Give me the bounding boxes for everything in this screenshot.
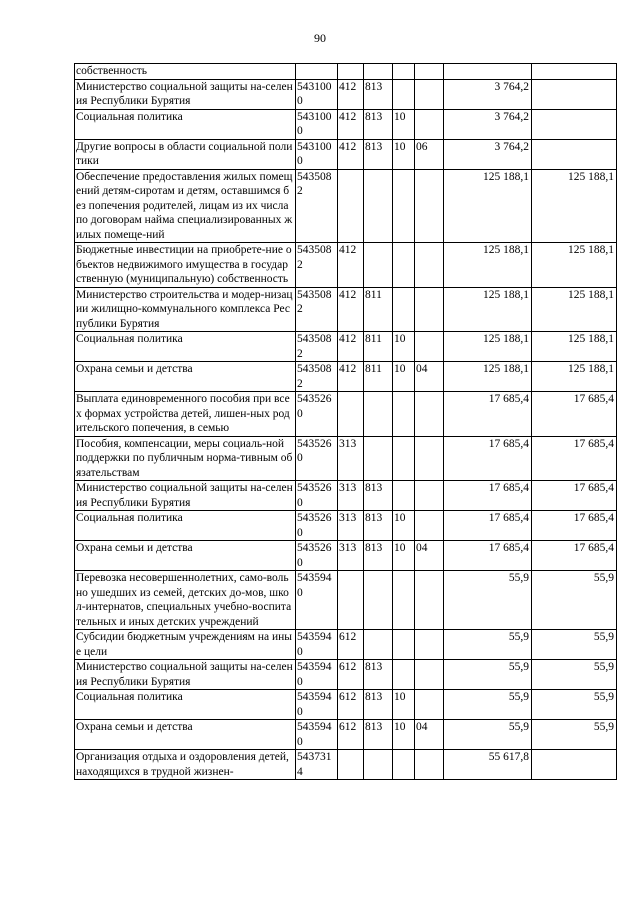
table-row — [75, 690, 617, 720]
row-name-cell: Бюджетные инвестиции на приобрете-ние объектов недвижимого имущества в государственную (муниципальную) собственность — [75, 243, 296, 288]
target-article-code-cell: 5435082 — [296, 169, 338, 243]
subsection-code-cell — [415, 287, 444, 332]
subsection-code-cell — [415, 109, 444, 139]
expense-type-code-cell — [338, 64, 364, 80]
subsection-code-cell — [415, 511, 444, 541]
administrator-code-cell: 813 — [364, 511, 393, 541]
expense-type-code-cell: 412 — [338, 139, 364, 169]
subsection-code-cell — [415, 243, 444, 288]
amount-cell-2 — [532, 750, 617, 780]
row-name-cell: Социальная политика — [75, 109, 296, 139]
expense-type-code-cell: 412 — [338, 79, 364, 109]
target-article-code-cell: 5435260 — [296, 511, 338, 541]
expense-type-code-cell — [338, 571, 364, 630]
expense-type-code-cell: 612 — [338, 690, 364, 720]
administrator-code-cell — [364, 750, 393, 780]
row-name-cell: Выплата единовременного пособия при всех формах устройства детей, лишен-ных родительского попечения, в семью — [75, 392, 296, 437]
table-row — [75, 332, 617, 362]
amount-cell-2: 125 188,1 — [532, 362, 617, 392]
target-article-code-cell: 5435260 — [296, 436, 338, 481]
section-code-cell — [393, 243, 415, 288]
expense-type-code-cell: 612 — [338, 630, 364, 660]
administrator-code-cell — [364, 169, 393, 243]
table-row — [75, 169, 617, 243]
administrator-code-cell: 813 — [364, 660, 393, 690]
target-article-code-cell: 5435940 — [296, 660, 338, 690]
row-name-cell: Охрана семьи и детства — [75, 541, 296, 571]
target-article-code-cell: 5435940 — [296, 630, 338, 660]
section-code-cell — [393, 169, 415, 243]
amount-cell-2 — [532, 139, 617, 169]
amount-cell-2: 55,9 — [532, 660, 617, 690]
subsection-code-cell — [415, 392, 444, 437]
target-article-code-cell: 5437314 — [296, 750, 338, 780]
administrator-code-cell: 813 — [364, 109, 393, 139]
table-row — [75, 392, 617, 437]
amount-cell-1: 125 188,1 — [444, 243, 532, 288]
table-row — [75, 511, 617, 541]
page-number: 90 — [314, 31, 326, 45]
target-article-code-cell: 5431000 — [296, 109, 338, 139]
row-name-cell: Социальная политика — [75, 690, 296, 720]
amount-cell-2: 17 685,4 — [532, 481, 617, 511]
target-article-code-cell: 5431000 — [296, 139, 338, 169]
expense-type-code-cell: 412 — [338, 243, 364, 288]
expense-type-code-cell — [338, 392, 364, 437]
table-row — [75, 109, 617, 139]
target-article-code-cell: 5435940 — [296, 690, 338, 720]
section-code-cell — [393, 79, 415, 109]
row-name-cell: Организация отдыха и оздоровления детей, находящихся в трудной жизнен- — [75, 750, 296, 780]
section-code-cell: 10 — [393, 109, 415, 139]
row-name-cell: Субсидии бюджетным учреждениям на иные цели — [75, 630, 296, 660]
amount-cell-1: 17 685,4 — [444, 481, 532, 511]
subsection-code-cell — [415, 690, 444, 720]
subsection-code-cell — [415, 630, 444, 660]
administrator-code-cell — [364, 64, 393, 80]
table-row — [75, 571, 617, 630]
amount-cell-2: 17 685,4 — [532, 392, 617, 437]
amount-cell-2: 125 188,1 — [532, 287, 617, 332]
amount-cell-1: 17 685,4 — [444, 511, 532, 541]
row-name-cell: Другие вопросы в области социальной политики — [75, 139, 296, 169]
row-name-cell: Охрана семьи и детства — [75, 720, 296, 750]
table-row — [75, 720, 617, 750]
amount-cell-1: 125 188,1 — [444, 362, 532, 392]
subsection-code-cell — [415, 79, 444, 109]
section-code-cell: 10 — [393, 511, 415, 541]
section-code-cell — [393, 571, 415, 630]
table-row — [75, 79, 617, 109]
amount-cell-2 — [532, 64, 617, 80]
row-name-cell: Министерство строительства и модер-низации жилищно-коммунального комплекса Республики Бурятия — [75, 287, 296, 332]
target-article-code-cell: 5435940 — [296, 571, 338, 630]
section-code-cell: 10 — [393, 720, 415, 750]
target-article-code-cell: 5431000 — [296, 79, 338, 109]
row-name-cell: Министерство социальной защиты на-селения Республики Бурятия — [75, 481, 296, 511]
amount-cell-1: 55,9 — [444, 690, 532, 720]
amount-cell-2 — [532, 79, 617, 109]
administrator-code-cell: 811 — [364, 332, 393, 362]
expense-type-code-cell: 412 — [338, 109, 364, 139]
administrator-code-cell — [364, 630, 393, 660]
administrator-code-cell — [364, 571, 393, 630]
amount-cell-1: 17 685,4 — [444, 392, 532, 437]
expense-type-code-cell: 612 — [338, 720, 364, 750]
expense-type-code-cell: 412 — [338, 332, 364, 362]
administrator-code-cell: 813 — [364, 481, 393, 511]
section-code-cell — [393, 64, 415, 80]
subsection-code-cell — [415, 64, 444, 80]
amount-cell-2: 55,9 — [532, 720, 617, 750]
administrator-code-cell: 813 — [364, 690, 393, 720]
expense-type-code-cell: 313 — [338, 541, 364, 571]
section-code-cell — [393, 392, 415, 437]
amount-cell-2: 55,9 — [532, 630, 617, 660]
expense-type-code-cell: 412 — [338, 287, 364, 332]
target-article-code-cell: 5435260 — [296, 541, 338, 571]
administrator-code-cell: 813 — [364, 541, 393, 571]
row-name-cell: Обеспечение предоставления жилых помещений детям-сиротам и детям, оставшимся без попечения родителей, лицам из их числа по договорам найма специализированных жилых помеще-ний — [75, 169, 296, 243]
expense-type-code-cell: 313 — [338, 511, 364, 541]
table-row — [75, 660, 617, 690]
amount-cell-1: 55,9 — [444, 571, 532, 630]
row-name-cell: Охрана семьи и детства — [75, 362, 296, 392]
expense-type-code-cell — [338, 750, 364, 780]
subsection-code-cell — [415, 436, 444, 481]
amount-cell-1: 55,9 — [444, 720, 532, 750]
amount-cell-1: 3 764,2 — [444, 139, 532, 169]
amount-cell-1: 125 188,1 — [444, 287, 532, 332]
amount-cell-1: 55,9 — [444, 630, 532, 660]
table-row — [75, 243, 617, 288]
administrator-code-cell: 813 — [364, 79, 393, 109]
table-row — [75, 541, 617, 571]
expense-type-code-cell: 412 — [338, 362, 364, 392]
budget-table — [74, 63, 617, 780]
amount-cell-2: 125 188,1 — [532, 243, 617, 288]
target-article-code-cell: 5435082 — [296, 332, 338, 362]
target-article-code-cell: 5435940 — [296, 720, 338, 750]
expense-type-code-cell: 612 — [338, 660, 364, 690]
administrator-code-cell: 811 — [364, 362, 393, 392]
amount-cell-1: 125 188,1 — [444, 169, 532, 243]
section-code-cell — [393, 630, 415, 660]
subsection-code-cell: 04 — [415, 720, 444, 750]
subsection-code-cell: 06 — [415, 139, 444, 169]
table-row — [75, 362, 617, 392]
table-row — [75, 630, 617, 660]
administrator-code-cell — [364, 436, 393, 481]
row-name-cell: Социальная политика — [75, 332, 296, 362]
amount-cell-2: 17 685,4 — [532, 436, 617, 481]
target-article-code-cell: 5435260 — [296, 392, 338, 437]
subsection-code-cell: 04 — [415, 541, 444, 571]
subsection-code-cell — [415, 660, 444, 690]
amount-cell-1: 55 617,8 — [444, 750, 532, 780]
subsection-code-cell: 04 — [415, 362, 444, 392]
section-code-cell — [393, 436, 415, 481]
target-article-code-cell: 5435260 — [296, 481, 338, 511]
expense-type-code-cell: 313 — [338, 436, 364, 481]
administrator-code-cell — [364, 243, 393, 288]
budget-table-body — [75, 64, 617, 780]
amount-cell-2: 55,9 — [532, 571, 617, 630]
amount-cell-1: 125 188,1 — [444, 332, 532, 362]
amount-cell-2: 125 188,1 — [532, 332, 617, 362]
table-row — [75, 139, 617, 169]
table-row — [75, 287, 617, 332]
section-code-cell — [393, 660, 415, 690]
section-code-cell: 10 — [393, 362, 415, 392]
row-name-cell: Пособия, компенсации, меры социаль-ной поддержки по публичным норма-тивным обязательствам — [75, 436, 296, 481]
row-name-cell: собственность — [75, 64, 296, 80]
amount-cell-2 — [532, 109, 617, 139]
table-row — [75, 481, 617, 511]
section-code-cell: 10 — [393, 332, 415, 362]
section-code-cell: 10 — [393, 690, 415, 720]
row-name-cell: Социальная политика — [75, 511, 296, 541]
row-name-cell: Перевозка несовершеннолетних, само-вольно ушедших из семей, детских до-мов, школ-интернатов, специальных учебно-воспитательных и иных детских учреждений — [75, 571, 296, 630]
subsection-code-cell — [415, 571, 444, 630]
amount-cell-1: 55,9 — [444, 660, 532, 690]
subsection-code-cell — [415, 332, 444, 362]
amount-cell-2: 125 188,1 — [532, 169, 617, 243]
expense-type-code-cell — [338, 169, 364, 243]
target-article-code-cell: 5435082 — [296, 243, 338, 288]
target-article-code-cell: 5435082 — [296, 362, 338, 392]
section-code-cell — [393, 750, 415, 780]
amount-cell-2: 17 685,4 — [532, 541, 617, 571]
amount-cell-1 — [444, 64, 532, 80]
section-code-cell — [393, 287, 415, 332]
section-code-cell: 10 — [393, 139, 415, 169]
administrator-code-cell: 813 — [364, 720, 393, 750]
row-name-cell: Министерство социальной защиты на-селения Республики Бурятия — [75, 79, 296, 109]
amount-cell-1: 17 685,4 — [444, 541, 532, 571]
amount-cell-1: 17 685,4 — [444, 436, 532, 481]
amount-cell-2: 17 685,4 — [532, 511, 617, 541]
section-code-cell — [393, 481, 415, 511]
amount-cell-1: 3 764,2 — [444, 109, 532, 139]
section-code-cell: 10 — [393, 541, 415, 571]
row-name-cell: Министерство социальной защиты на-селения Республики Бурятия — [75, 660, 296, 690]
amount-cell-1: 3 764,2 — [444, 79, 532, 109]
table-row — [75, 64, 617, 80]
target-article-code-cell: 5435082 — [296, 287, 338, 332]
table-row — [75, 436, 617, 481]
administrator-code-cell — [364, 392, 393, 437]
table-row — [75, 750, 617, 780]
subsection-code-cell — [415, 481, 444, 511]
subsection-code-cell — [415, 750, 444, 780]
administrator-code-cell: 813 — [364, 139, 393, 169]
target-article-code-cell — [296, 64, 338, 80]
expense-type-code-cell: 313 — [338, 481, 364, 511]
subsection-code-cell — [415, 169, 444, 243]
amount-cell-2: 55,9 — [532, 690, 617, 720]
administrator-code-cell: 811 — [364, 287, 393, 332]
